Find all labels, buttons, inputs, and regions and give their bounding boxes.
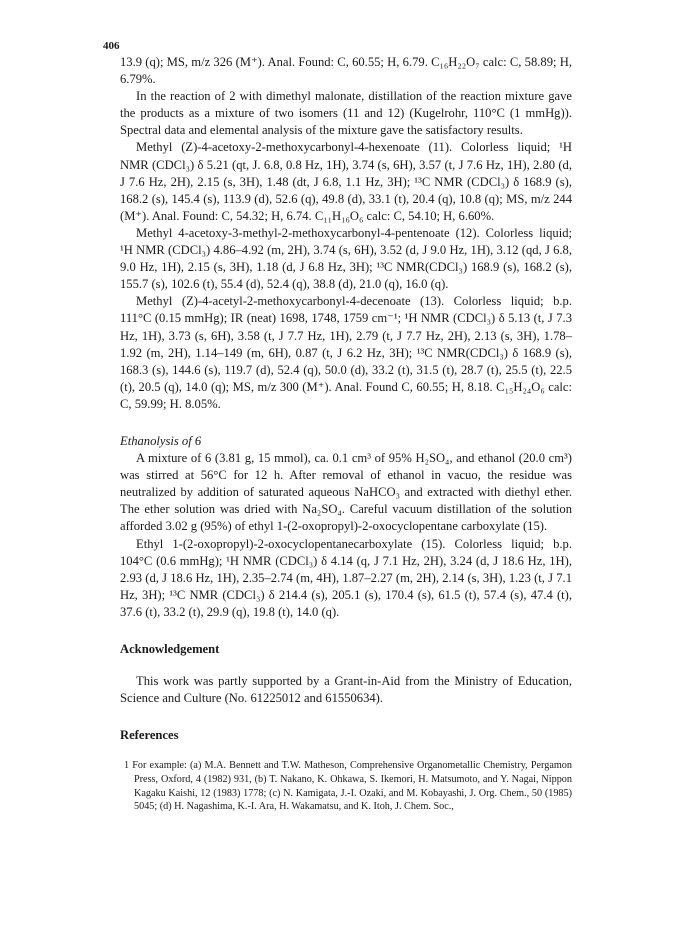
- body-paragraph: This work was partly supported by a Grant-in-Aid from the Ministry of Education, Science and Culture (No. 61225012 and 61550634).: [120, 674, 572, 706]
- spacer: [120, 707, 572, 727]
- section-heading: References: [120, 728, 179, 743]
- body-paragraph: A mixture of 6 (3.81 g, 15 mmol), ca. 0.1 cm³ of 95% H₂SO₄, and ethanol (20.0 cm³) was stirred at 56°C for 12 h. After removal of ethanol in vacuo, the residue was neutralized by addition of saturated aqueous NaHCO₃ and extracted with diethyl ether. The ether solution was dried with Na₂SO₄. Careful vacuum distillation of the solution afforded 3.02 g (95%) of ethyl 1-(2-oxopropyl)-2-oxocyclopentane carboxylate (15).: [120, 451, 572, 534]
- section-heading: Acknowledgement: [120, 642, 220, 656]
- body-paragraph: Ethyl 1-(2-oxopropyl)-2-oxocyclopentanecarboxylate (15). Colorless liquid; b.p. 104°C (0.6 mmHg); ¹H NMR (CDCl₃) δ 4.14 (q, J 7.1 Hz, 2H), 3.24 (d, J 18.6 Hz, 1H), 2.93 (d, J 18.6 Hz, 1H), 2.35–2.74 (m, 4H), 1.87–2.27 (m, 2H), 2.14 (s, 3H), 1.23 (t, J 7.1 Hz, 3H); ¹³C NMR (CDCl₃) δ 214.4 (s), 205.1 (s), 170.4 (s), 61.5 (t), 57.4 (s), 47.4 (t), 37.6 (t), 33.2 (t), 29.9 (q), 19.8 (t), 14.0 (q).: [120, 536, 572, 619]
- reference-list: [120, 759, 572, 813]
- body-paragraph: 13.9 (q); MS, m/z 326 (M⁺). Anal. Found: C, 60.55; H, 6.79. C₁₆H₂₂O₇ calc: C, 58.89; H, 6.79%.: [120, 55, 572, 87]
- subsection-heading: Ethanolysis of 6: [120, 433, 202, 448]
- body-paragraph: Methyl 4-acetoxy-3-methyl-2-methoxycarbonyl-4-pentenoate (12). Colorless liquid; ¹H NMR (CDCl₃) 4.86–4.92 (m, 2H), 3.74 (s, 6H), 3.52 (d, J 9.0 Hz, 1H), 3.12 (qd, J 6.8, 9.0 Hz, 1H), 2.15 (s, 3H), 1.18 (d, J 6.8 Hz, 3H); ¹³C NMR(CDCl₃) 168.9 (s), 168.2 (s), 155.7 (s), 102.6 (t), 55.4 (d), 52.4 (q), 38.8 (d), 21.0 (q), 16.0 (q).: [120, 225, 572, 292]
- body-paragraph: Methyl (Z)-4-acetyl-2-methoxycarbonyl-4-decenoate (13). Colorless liquid; b.p. 111°C (0.15 mmHg); IR (neat) 1698, 1748, 1759 cm⁻¹; ¹H NMR (CDCl₃) δ 5.13 (t, J 7.3 Hz, 1H), 3.73 (s, 6H), 3.58 (t, J 7.7 Hz, 1H), 2.79 (t, J 7.7 Hz, 2H), 2.13 (s, 3H), 1.78–1.92 (m, 2H), 1.14–149 (m, 6H), 0.87 (t, J 6.2 Hz, 3H); ¹³C NMR(CDCl₃) δ 168.9 (s), 168.3 (s), 144.6 (s), 119.7 (d), 52.4 (q), 50.0 (d), 33.2 (t), 31.5 (t), 28.7 (t), 25.5 (t), 22.5 (t), 20.5 (q), 14.0 (q); MS, m/z 300 (M⁺). Anal. Found C, 60.55; H, 8.18. C₁₅H₂₄O₆ calc: C, 59.99; H. 8.05%.: [120, 294, 572, 411]
- spacer: [120, 658, 572, 673]
- spacer: [120, 744, 572, 759]
- body-paragraph: In the reaction of 2 with dimethyl malonate, distillation of the reaction mixture gave the products as a mixture of two isomers (11 and 12) (Kugelrohr, 110°C (1 mmHg)). Spectral data and elemental analysis of the mixture gave the satisfactory results.: [120, 89, 572, 138]
- reference-item: 1 For example: (a) M.A. Bennett and T.W. Matheson, Comprehensive Organometallic Chemistry, Pergamon Press, Oxford, 4 (1982) 931, (b) T. Nakano, K. Ohkawa, S. Ikemori, H. Matsumoto, and Y. Nagai, Nippon Kagaku Kaishi, 12 (1983) 1778; (c) N. Kamigata, J.-I. Ozaki, and M. Kobayashi, J. Org. Chem., 50 (1985) 5045; (d) H. Nagashima, K.-I. Ara, H. Wakamatsu, and K. Itoh, J. Chem. Soc.,: [124, 760, 572, 813]
- body-paragraph: Methyl (Z)-4-acetoxy-2-methoxycarbonyl-4-hexenoate (11). Colorless liquid; ¹H NMR (CDCl₃) δ 5.21 (qt, J. 6.8, 0.8 Hz, 1H), 3.74 (s, 6H), 3.57 (t, J 7.6 Hz, 1H), 2.80 (d, J 7.6 Hz, 2H), 2.15 (s, 3H), 1.48 (dt, J 6.8, 1.1 Hz, 3H); ¹³C NMR (CDCl₃) δ 168.9 (s), 168.2 (s), 145.4 (s), 113.9 (d), 52.6 (q), 49.8 (d), 33.1 (t), 20.4 (q), 10.8 (q); MS, m/z 244 (M⁺). Anal. Found: C, 54.32; H, 6.74. C₁₁H₁₆O₆ calc: C, 54.10; H, 6.60%.: [120, 140, 572, 223]
- spacer: [120, 413, 572, 433]
- page-number: 406: [103, 40, 120, 52]
- spacer: [120, 621, 572, 641]
- article-body: [120, 54, 572, 814]
